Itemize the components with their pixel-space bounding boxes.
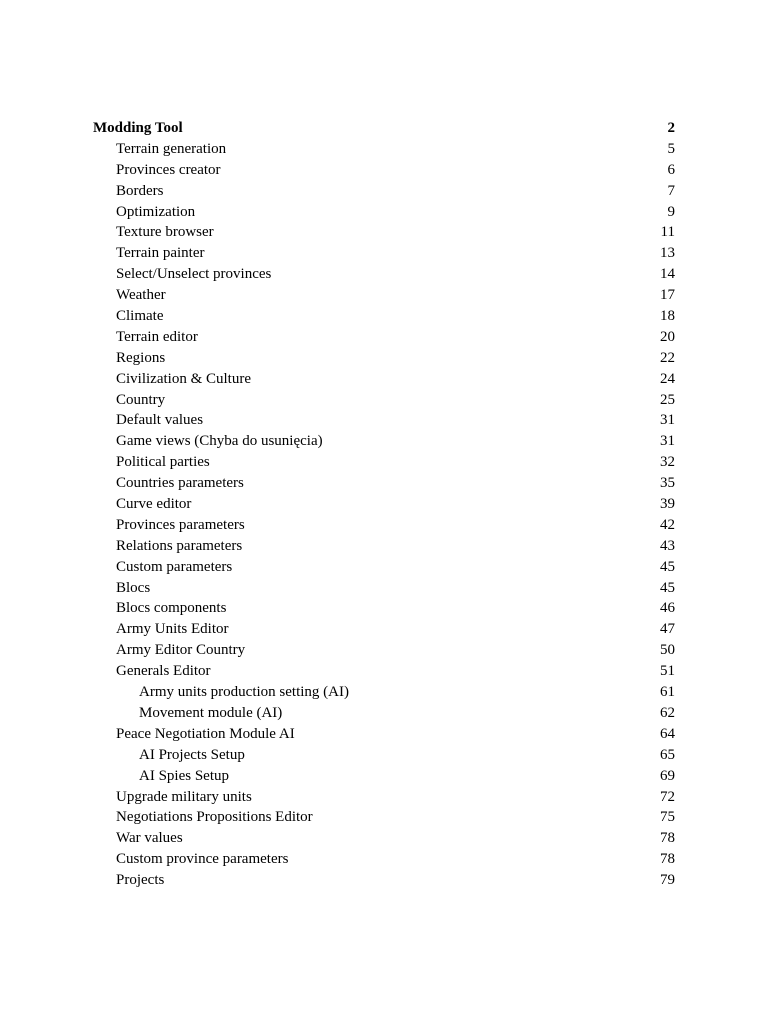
toc-entry-page-number: 43 <box>660 537 675 554</box>
toc-entry-title: Blocs <box>116 579 151 596</box>
toc-entry-title: Terrain generation <box>116 140 227 157</box>
toc-entry[interactable] <box>0 515 768 536</box>
toc-entry-title: Political parties <box>116 454 210 471</box>
toc-entry-page-number: 2 <box>667 120 675 136</box>
toc-entry-page-number: 20 <box>660 328 675 345</box>
toc-entry-page-number: 45 <box>660 579 675 596</box>
toc-entry[interactable] <box>0 640 768 661</box>
toc-entry-title: Relations parameters <box>116 537 243 554</box>
toc-entry[interactable] <box>0 390 768 411</box>
toc-entry-title: AI Projects Setup <box>139 746 245 763</box>
toc-entry-page-number: 72 <box>660 788 675 805</box>
toc-entry-page-number: 25 <box>660 391 675 408</box>
toc-entry[interactable] <box>0 222 768 243</box>
toc-entry-title: Select/Unselect provinces <box>116 266 272 283</box>
toc-entry-page-number: 39 <box>660 496 675 513</box>
toc-entry[interactable] <box>0 181 768 202</box>
toc-entry[interactable] <box>0 682 768 703</box>
toc-entry[interactable] <box>0 703 768 724</box>
toc-entry-page-number: 18 <box>660 308 675 325</box>
toc-entry[interactable] <box>0 724 768 745</box>
toc-entry-title: Peace Negotiation Module AI <box>116 725 295 742</box>
toc-entry-title: Army units production setting (AI) <box>139 684 349 701</box>
toc-entry[interactable] <box>0 452 768 473</box>
toc-entry[interactable] <box>0 369 768 390</box>
toc-entry[interactable] <box>0 807 768 828</box>
toc-entry[interactable] <box>0 494 768 515</box>
toc-entry-page-number: 45 <box>660 558 675 575</box>
toc-entry[interactable] <box>0 619 768 640</box>
toc-entry-title: Projects <box>116 872 165 889</box>
toc-entry[interactable] <box>0 828 768 849</box>
toc-entry-page-number: 62 <box>660 704 675 721</box>
toc-entry-page-number: 9 <box>667 203 675 220</box>
toc-entry-page-number: 78 <box>660 851 675 868</box>
toc-entry-page-number: 32 <box>660 454 675 471</box>
toc-entry-page-number: 65 <box>660 746 675 763</box>
toc-entry-title: Terrain painter <box>116 245 205 262</box>
toc-entry-title: AI Spies Setup <box>139 767 229 784</box>
toc-entry-page-number: 64 <box>660 725 675 742</box>
toc-entry[interactable] <box>0 264 768 285</box>
toc-entry-title: Army Editor Country <box>116 642 246 659</box>
toc-entry-page-number: 42 <box>660 516 675 533</box>
toc-entry[interactable] <box>0 473 768 494</box>
toc-entry[interactable] <box>0 745 768 766</box>
toc-entry[interactable] <box>0 348 768 369</box>
toc-entry-title: Custom province parameters <box>116 851 289 868</box>
toc-entry-title: Country <box>116 391 166 408</box>
toc-entry[interactable] <box>0 536 768 557</box>
toc-entry-page-number: 47 <box>660 621 675 638</box>
toc-entry-title: Modding Tool <box>93 120 183 136</box>
toc-entry-page-number: 46 <box>660 600 675 617</box>
toc-entry-page-number: 75 <box>660 809 675 826</box>
toc-entry[interactable] <box>0 160 768 181</box>
toc-entry-title: Default values <box>116 412 204 429</box>
toc-entry[interactable] <box>0 766 768 787</box>
toc-entry-title: Optimization <box>116 203 196 220</box>
toc-entry[interactable] <box>0 598 768 619</box>
toc-entry-title: Terrain editor <box>116 328 198 345</box>
toc-entry[interactable] <box>0 285 768 306</box>
toc-entry-page-number: 11 <box>660 224 675 241</box>
toc-entry[interactable] <box>0 661 768 682</box>
toc-entry[interactable] <box>0 557 768 578</box>
toc-entry-page-number: 35 <box>660 475 675 492</box>
table-of-contents <box>0 118 768 891</box>
toc-entry-page-number: 6 <box>667 161 675 178</box>
toc-entry-title: Climate <box>116 308 164 325</box>
toc-entry-page-number: 79 <box>660 872 675 889</box>
toc-entry-page-number: 78 <box>660 830 675 847</box>
toc-entry-page-number: 17 <box>660 287 675 304</box>
toc-entry[interactable] <box>0 578 768 599</box>
toc-entry-page-number: 24 <box>660 370 675 387</box>
toc-entry-page-number: 5 <box>667 140 675 157</box>
toc-entry-title: Provinces creator <box>116 161 221 178</box>
toc-entry[interactable] <box>0 327 768 348</box>
toc-entry-title: Borders <box>116 182 164 199</box>
toc-entry-title: Provinces parameters <box>116 516 245 533</box>
toc-entry[interactable] <box>0 787 768 808</box>
toc-entry-page-number: 22 <box>660 349 675 366</box>
toc-entry-page-number: 69 <box>660 767 675 784</box>
toc-entry-title: Movement module (AI) <box>139 704 283 721</box>
toc-entry[interactable] <box>0 118 768 139</box>
toc-entry-page-number: 31 <box>660 412 675 429</box>
toc-entry-title: Blocs components <box>116 600 227 617</box>
toc-entry-title: Custom parameters <box>116 558 233 575</box>
toc-entry-page-number: 61 <box>660 684 675 701</box>
toc-entry-title: Generals Editor <box>116 663 211 680</box>
toc-entry-title: Civilization & Culture <box>116 370 251 387</box>
toc-entry[interactable] <box>0 139 768 160</box>
toc-entry-page-number: 14 <box>660 266 675 283</box>
toc-entry[interactable] <box>0 410 768 431</box>
toc-entry-page-number: 50 <box>660 642 675 659</box>
toc-entry-title: Curve editor <box>116 496 192 513</box>
toc-entry-title: War values <box>116 830 183 847</box>
toc-entry[interactable] <box>0 202 768 223</box>
toc-entry-title: Negotiations Propositions Editor <box>116 809 313 826</box>
toc-entry[interactable] <box>0 306 768 327</box>
toc-entry[interactable] <box>0 870 768 891</box>
toc-entry-page-number: 51 <box>660 663 675 680</box>
toc-entry-title: Army Units Editor <box>116 621 229 638</box>
toc-entry-title: Texture browser <box>116 224 214 241</box>
toc-entry-page-number: 13 <box>660 245 675 262</box>
toc-entry-title: Countries parameters <box>116 475 244 492</box>
toc-entry[interactable] <box>0 431 768 452</box>
toc-entry-title: Upgrade military units <box>116 788 252 805</box>
toc-entry-page-number: 31 <box>660 433 675 450</box>
toc-entry-title: Regions <box>116 349 166 366</box>
toc-entry-title: Game views (Chyba do usunięcia) <box>116 433 323 450</box>
toc-entry[interactable] <box>0 243 768 264</box>
toc-entry-page-number: 7 <box>667 182 675 199</box>
toc-entry-title: Weather <box>116 287 166 304</box>
toc-entry[interactable] <box>0 849 768 870</box>
